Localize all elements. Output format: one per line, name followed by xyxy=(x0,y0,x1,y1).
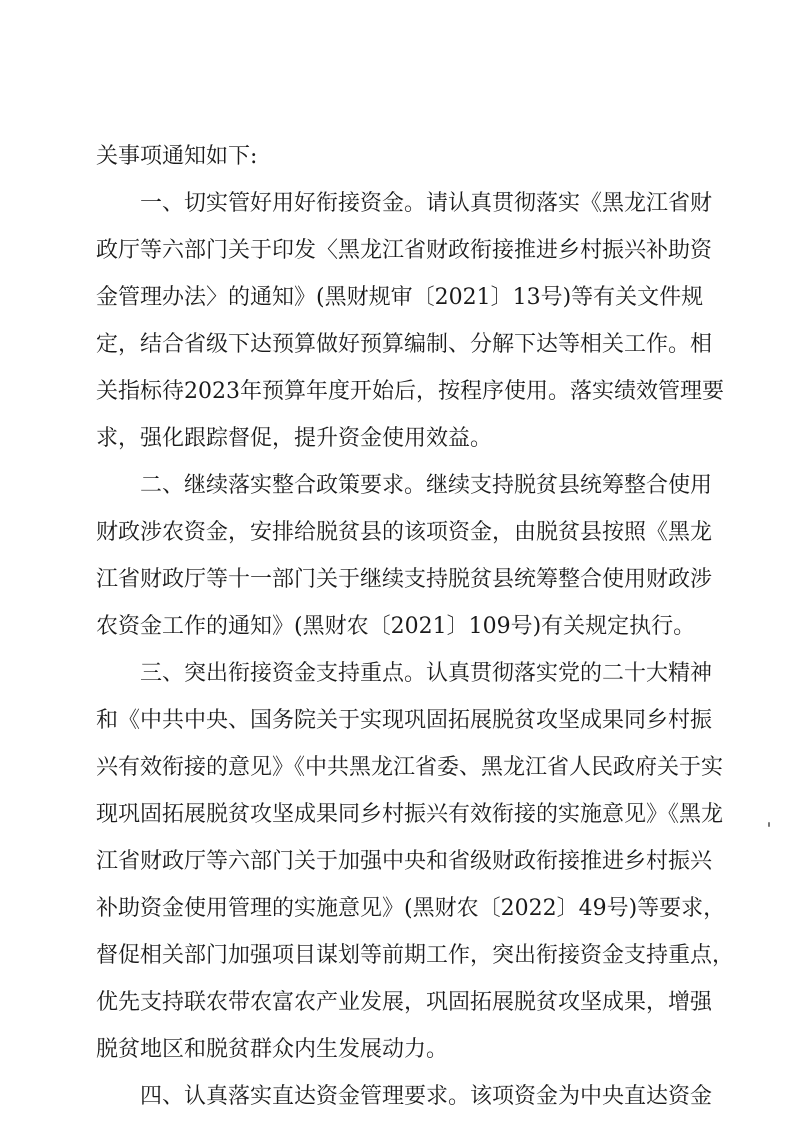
paragraph-start-line: 三、突出衔接资金支持重点。认真贯彻落实党的二十大精神 xyxy=(140,661,713,686)
text-line: 补助资金使用管理的实施意见》(黑财农〔2022〕49号)等要求， xyxy=(96,896,726,921)
text-line: 脱贫地区和脱贫群众内生发展动力。 xyxy=(96,1037,449,1062)
text-line: 江省财政厅等六部门关于加强中央和省级财政衔接推进乡村振兴 xyxy=(96,849,713,874)
text-line: 关指标待2023年预算年度开始后，按程序使用。落实绩效管理要 xyxy=(96,379,724,404)
text-line: 关事项通知如下: xyxy=(96,144,258,169)
text-line: 定，结合省级下达预算做好预算编制、分解下达等相关工作。相 xyxy=(96,332,713,357)
scan-speck xyxy=(768,822,770,827)
text-line: 现巩固拓展脱贫攻坚成果同乡村振兴有效衔接的实施意见》《黑龙 xyxy=(96,802,724,827)
text-line: 兴有效衔接的意见》《中共黑龙江省委、黑龙江省人民政府关于实 xyxy=(96,755,724,780)
text-line: 求，强化跟踪督促，提升资金使用效益。 xyxy=(96,426,493,451)
text-line: 优先支持联农带农富农产业发展，巩固拓展脱贫攻坚成果，增强 xyxy=(96,990,713,1015)
paragraph-start-line: 二、继续落实整合政策要求。继续支持脱贫县统筹整合使用 xyxy=(140,473,713,498)
text-line: 督促相关部门加强项目谋划等前期工作，突出衔接资金支持重点， xyxy=(96,943,735,968)
text-line: 政厅等六部门关于印发〈黑龙江省财政衔接推进乡村振兴补助资 xyxy=(96,238,713,263)
text-line: 和《中共中央、国务院关于实现巩固拓展脱贫攻坚成果同乡村振 xyxy=(96,708,713,733)
text-line: 财政涉农资金，安排给脱贫县的该项资金，由脱贫县按照《黑龙 xyxy=(96,520,713,545)
paragraph-start-line: 四、认真落实直达资金管理要求。该项资金为中央直达资金 xyxy=(140,1084,713,1109)
text-line: 农资金工作的通知》(黑财农〔2021〕109号)有关规定执行。 xyxy=(96,614,696,639)
paragraph-start-line: 一、切实管好用好衔接资金。请认真贯彻落实《黑龙江省财 xyxy=(140,191,713,216)
text-line: 金管理办法〉的通知》(黑财规审〔2021〕13号)等有关文件规 xyxy=(96,285,704,310)
text-line: 江省财政厅等十一部门关于继续支持脱贫县统筹整合使用财政涉 xyxy=(96,567,713,592)
